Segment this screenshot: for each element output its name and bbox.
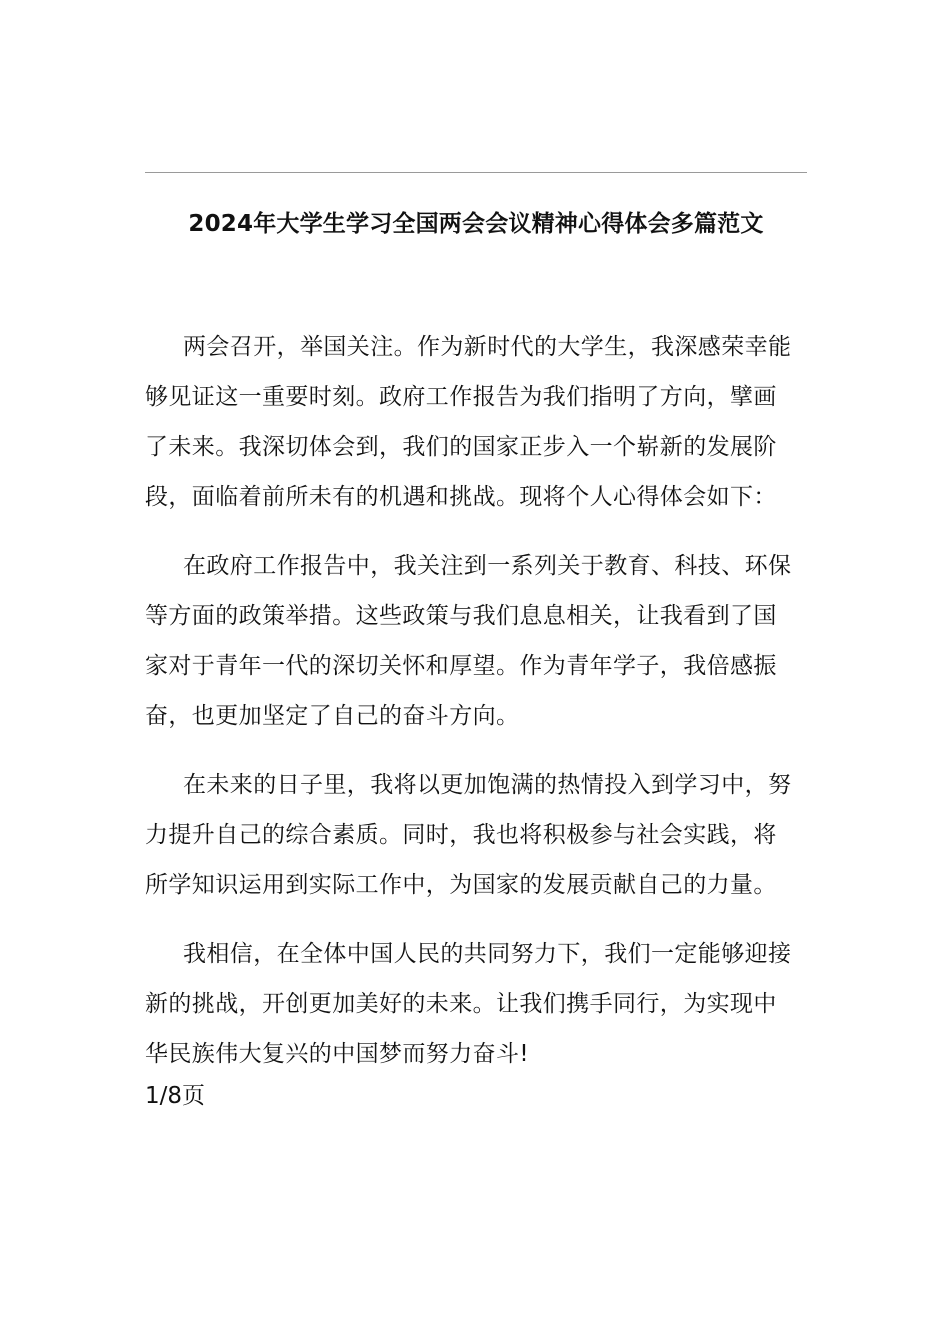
paragraph-2	[145, 541, 807, 741]
paragraph-line: 在未来的日子里，我将以更加饱满的热情投入到学习中，努	[183, 772, 792, 798]
paragraph-line: 新的挑战，开创更加美好的未来。让我们携手同行，为实现中	[145, 991, 777, 1017]
page-number: 1/8页	[145, 1083, 206, 1109]
paragraph-line: 了未来。我深切体会到，我们的国家正步入一个崭新的发展阶	[145, 434, 777, 460]
paragraph-line: 家对于青年一代的深切关怀和厚望。作为青年学子，我倍感振	[145, 653, 777, 679]
paragraph-line: 够见证这一重要时刻。政府工作报告为我们指明了方向，擘画	[145, 384, 777, 410]
header-divider	[145, 172, 807, 173]
paragraph-line: 华民族伟大复兴的中国梦而努力奋斗!	[145, 1041, 530, 1067]
paragraph-4	[145, 929, 807, 1079]
paragraph-line: 所学知识运用到实际工作中，为国家的发展贡献自己的力量。	[145, 872, 777, 898]
paragraph-line: 奋，也更加坚定了自己的奋斗方向。	[145, 703, 520, 729]
paragraph-line: 两会召开，举国关注。作为新时代的大学生，我深感荣幸能	[183, 334, 792, 360]
paragraph-line: 等方面的政策举措。这些政策与我们息息相关，让我看到了国	[145, 603, 777, 629]
document-title: 2024年大学生学习全国两会会议精神心得体会多篇范文	[188, 211, 764, 237]
paragraph-1	[145, 322, 807, 522]
paragraph-line: 在政府工作报告中，我关注到一系列关于教育、科技、环保	[183, 553, 792, 579]
paragraph-line: 力提升自己的综合素质。同时，我也将积极参与社会实践，将	[145, 822, 777, 848]
paragraph-line: 段，面临着前所未有的机遇和挑战。现将个人心得体会如下：	[145, 484, 777, 510]
paragraph-3	[145, 760, 807, 910]
document-body	[145, 322, 807, 1098]
paragraph-line: 我相信，在全体中国人民的共同努力下，我们一定能够迎接	[183, 941, 792, 967]
